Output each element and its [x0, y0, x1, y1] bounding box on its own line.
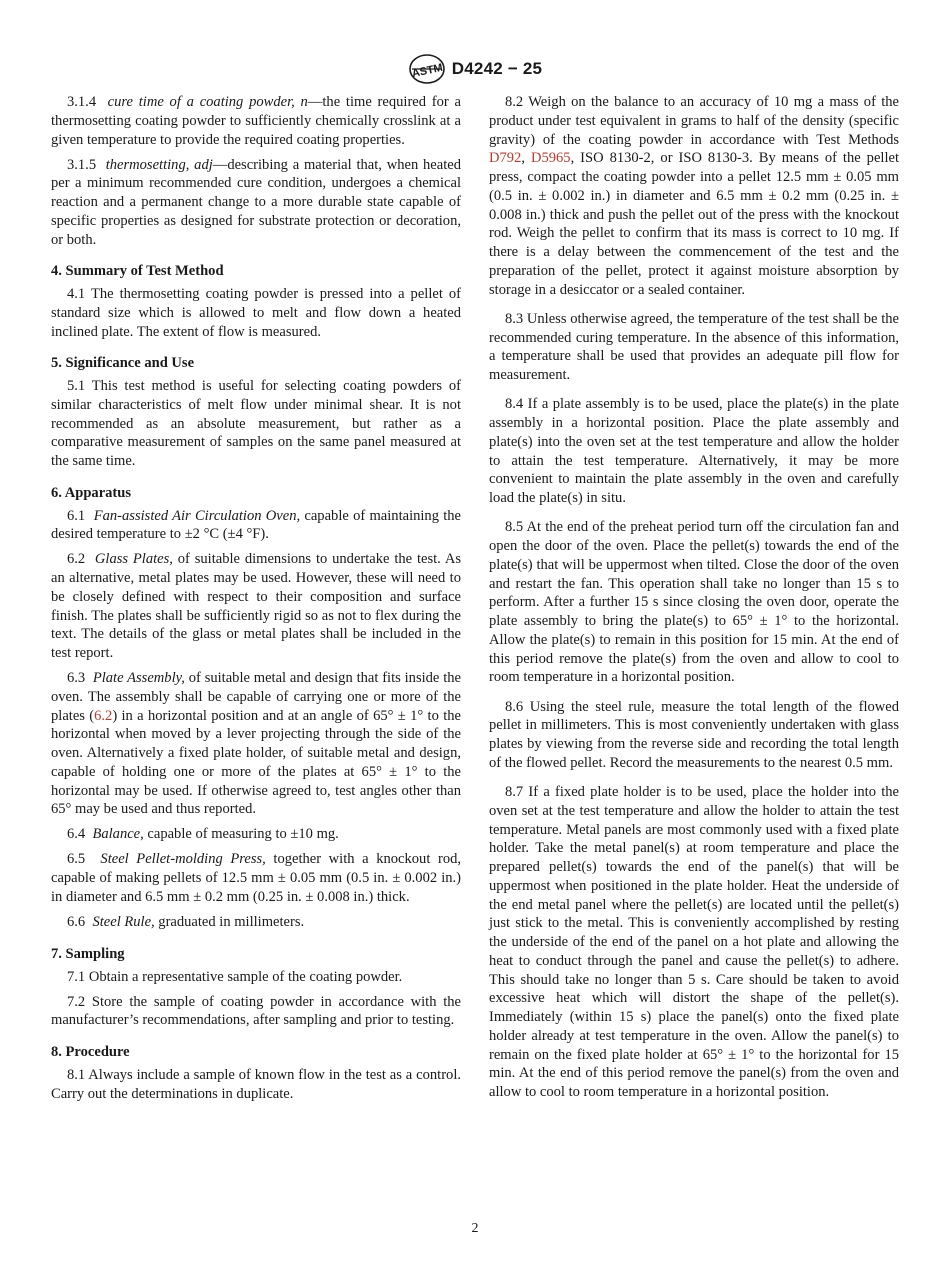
- section-heading-5: 5. Significance and Use: [51, 355, 195, 372]
- document-designation: D4242 − 25: [451, 59, 543, 78]
- paragraph-3-1-4: [51, 93, 461, 149]
- paragraph-8-5: 8.5 At the end of the preheat period turn off the circulation fan and open the door of the oven. Place the pellet(s) towards the end of the plate(s) that will be uppermost when tilted. Close the door of the oven and restart the fan. This operation shall take no longer than 15 s to perform. After a further 15 s since closing the oven door, operate the plate assembly to bring the plate(s) to 65° ± 1° to the horizontal. Allow the plate(s) to remain in this position for 15 min. At the end of this period remove the plate(s) from the oven and allow to cool to room temperature in a horizontal position.: [489, 519, 899, 686]
- apparatus-term: Steel Pellet-molding Press,: [100, 851, 266, 868]
- apparatus-term: Steel Rule,: [92, 914, 155, 931]
- section-heading-4: 4. Summary of Test Method: [51, 263, 224, 280]
- apparatus-text: capable of maintaining the desired temperature to ±2 °C (±4 °F).: [51, 507, 462, 543]
- apparatus-text: of suitable dimensions to undertake the test. As an alternative, metal plates may be used. However, these will need to be closely defined with respect to their composition and surface finish. The plates shall be sufficiently rigid so as not to flex during the text. The details of the glass or metal plates shall be included in the test report.: [51, 551, 461, 662]
- defined-term: cure time of a coating powder, n: [107, 94, 308, 110]
- paragraph-8-4: 8.4 If a plate assembly is to be used, place the plate(s) in the plate assembly in a horizontal position. Place the plate assembly and plate(s) into the oven set at the test temperature and allow the holder to attain the test temperature. Alternatively, it may be more convenient to maintain the plate assembly in the oven and carefully load the plate(s) in situ.: [489, 396, 899, 506]
- paragraph-8-1: 8.1 Always include a sample of known flow in the test as a control. Carry out the determinations in duplicate.: [51, 1066, 461, 1102]
- clause-number: 6.2: [67, 551, 86, 568]
- paragraph-7-2: 7.2 Store the sample of coating powder in accordance with the manufacturer’s recommendations, after sampling and prior to testing.: [51, 993, 461, 1029]
- paragraph-6-6: [51, 913, 461, 932]
- clause-number: 6.6: [67, 914, 86, 931]
- standard-link-d5965[interactable]: D5965: [530, 150, 571, 167]
- clause-number: 6.3: [67, 670, 86, 687]
- defined-term: thermosetting, adj: [105, 156, 213, 173]
- definition-text: —describing a material that, when heated per a minimum recommended cure condition, undergoes a chemical reaction and a permanent change to a more durable state capable of specific properties as designed for substrate protection or decoration, or both.: [51, 156, 461, 248]
- left-column: [51, 93, 461, 1110]
- paragraph-8-6: 8.6 Using the steel rule, measure the total length of the flowed pellet in millimeters. This is most conveniently undertaken with glass plates by viewing from the reverse side and recording the total length of the flowed pellet. Record the measurements to the nearest 0.5 mm.: [489, 698, 899, 771]
- paragraph-8-7: 8.7 If a fixed plate holder is to be used, place the holder into the oven set at the test temperature and allow the holder to attain the test temperature. Metal panels are most commonly used with a fixed plate holder. Take the metal panel(s) at room temperature and place the prepared pellet(s) towards the end of the panel(s) that will be uppermost when positioned in the plate holder. Heat the underside of the end metal panel where the pellet(s) are located until the pellet(s) just stick to the metal. This is conveniently accomplished by resting the underside of the end of the panel on a hot plate and allowing the heat to conduct through the panel and cause the pellet(s) to adhere. This should take no longer than 5 s. Care should be taken to avoid excessive heat which will distort the shape of the pellet(s). Immediately (within 15 s) place the panel(s) onto the fixed plate holder already at test temperature in the oven. Allow the panel(s) to remain on the fixed plate holder at 65° ± 1° to the horizontal for 15 min. At the end of this period remove the panel(s) from the oven and allow to cool to room temperature in a horizontal position.: [489, 784, 899, 1100]
- apparatus-term: Balance,: [92, 826, 144, 843]
- definition-text: —the time required for a thermosetting coating powder to sufficiently chemically crosslink at a given temperature to provide the required coating properties.: [51, 94, 461, 148]
- clause-number: 6.1: [67, 507, 86, 524]
- paragraph-8-2: [489, 93, 899, 299]
- paragraph-8-3: 8.3 Unless otherwise agreed, the temperature of the test shall be the recommended curing temperature. In the absence of this information, a temperature shall be used that provides an adequate pill flow for measurement.: [489, 310, 899, 383]
- section-heading-7: 7. Sampling: [51, 945, 125, 962]
- apparatus-text: of suitable metal and design that fits inside the oven. The assembly shall be capable of carrying one or more of the plates (: [51, 670, 461, 724]
- apparatus-text: graduated in millimeters.: [154, 914, 305, 931]
- paragraph-6-1: [51, 507, 461, 545]
- paragraph-6-5: [51, 850, 461, 906]
- paragraph-3-1-5: [51, 156, 461, 250]
- apparatus-term: Plate Assembly,: [92, 670, 185, 687]
- paragraph-6-2: [51, 550, 461, 663]
- apparatus-text: ) in a horizontal position and at an angle of 65° ± 1° to the horizontal when moved by a lever projecting through the side of the oven. Alternatively a fixed plate holder, of suitable metal and design, capable of holding one or more of the plates at 65° ± 1° to the horizontal may be used. If otherwise agreed to, test angles other than 65° may be used and thus reported.: [51, 707, 461, 818]
- section-heading-8: 8. Procedure: [51, 1044, 130, 1061]
- standard-link-d792[interactable]: D792: [489, 150, 522, 167]
- paragraph-6-3: [51, 669, 461, 819]
- astm-logo-icon: [408, 53, 446, 85]
- paragraph-5-1: 5.1 This test method is useful for selecting coating powders of similar characteristics of melt flow under minimal shear. It is not recommended as an absolute measurement, but rather as a comparative measurement of samples on the same panel measured at the same time.: [51, 378, 461, 470]
- apparatus-term: Fan-assisted Air Circulation Oven,: [93, 507, 301, 524]
- paragraph-7-1: 7.1 Obtain a representative sample of the coating powder.: [67, 968, 403, 985]
- paragraph-6-4: [51, 825, 461, 844]
- page-number: 2: [471, 1221, 479, 1236]
- section-link-6-2[interactable]: 6.2: [94, 707, 113, 724]
- apparatus-term: Glass Plates,: [94, 551, 173, 568]
- paragraph-4-1: 4.1 The thermosetting coating powder is pressed into a pellet of standard size which is allowed to melt and flow down a heated inclined plate. The extent of flow is measured.: [51, 286, 461, 340]
- procedure-text: 8.2 Weigh on the balance to an accuracy of 10 mg a mass of the product under test equivalent in grams to half of the density (specific gravity) of the coating powder in accordance with Test Methods: [489, 94, 899, 148]
- separator-text: ,: [521, 150, 531, 167]
- section-heading-6: 6. Apparatus: [51, 484, 132, 501]
- clause-number: 3.1.5: [67, 156, 97, 173]
- clause-number: 3.1.4: [67, 94, 97, 110]
- apparatus-text: together with a knockout rod, capable of making pellets of 12.5 mm ± 0.05 mm (0.5 in. ± 0.002 in.) in diameter and 6.5 mm ± 0.2 mm (0.25 in. ± 0.008 in.) thick.: [51, 851, 461, 905]
- clause-number: 6.4: [67, 826, 86, 843]
- svg-text:ASTM: ASTM: [410, 61, 444, 81]
- apparatus-text: capable of measuring to ±10 mg.: [143, 826, 339, 843]
- page-header: [0, 51, 950, 87]
- procedure-text: , ISO 8130-2, or ISO 8130-3. By means of the pellet press, compact the coating powder into a pellet 12.5 mm ± 0.05 mm (0.5 in. ± 0.002 in.) in diameter and 6.5 mm ± 0.2 mm (0.25 in. ± 0.008 in.) thick and push the pellet out of the press with the knockout rod. Weigh the pellet to confirm that its mass is correct to 10 mg. If there is a delay between the commencement of the test and the preparation of the pellet, protect it against moisture absorption by storage in a desiccator or a sealed container.: [489, 150, 899, 298]
- right-column: [489, 93, 899, 1112]
- clause-number: 6.5: [67, 851, 86, 868]
